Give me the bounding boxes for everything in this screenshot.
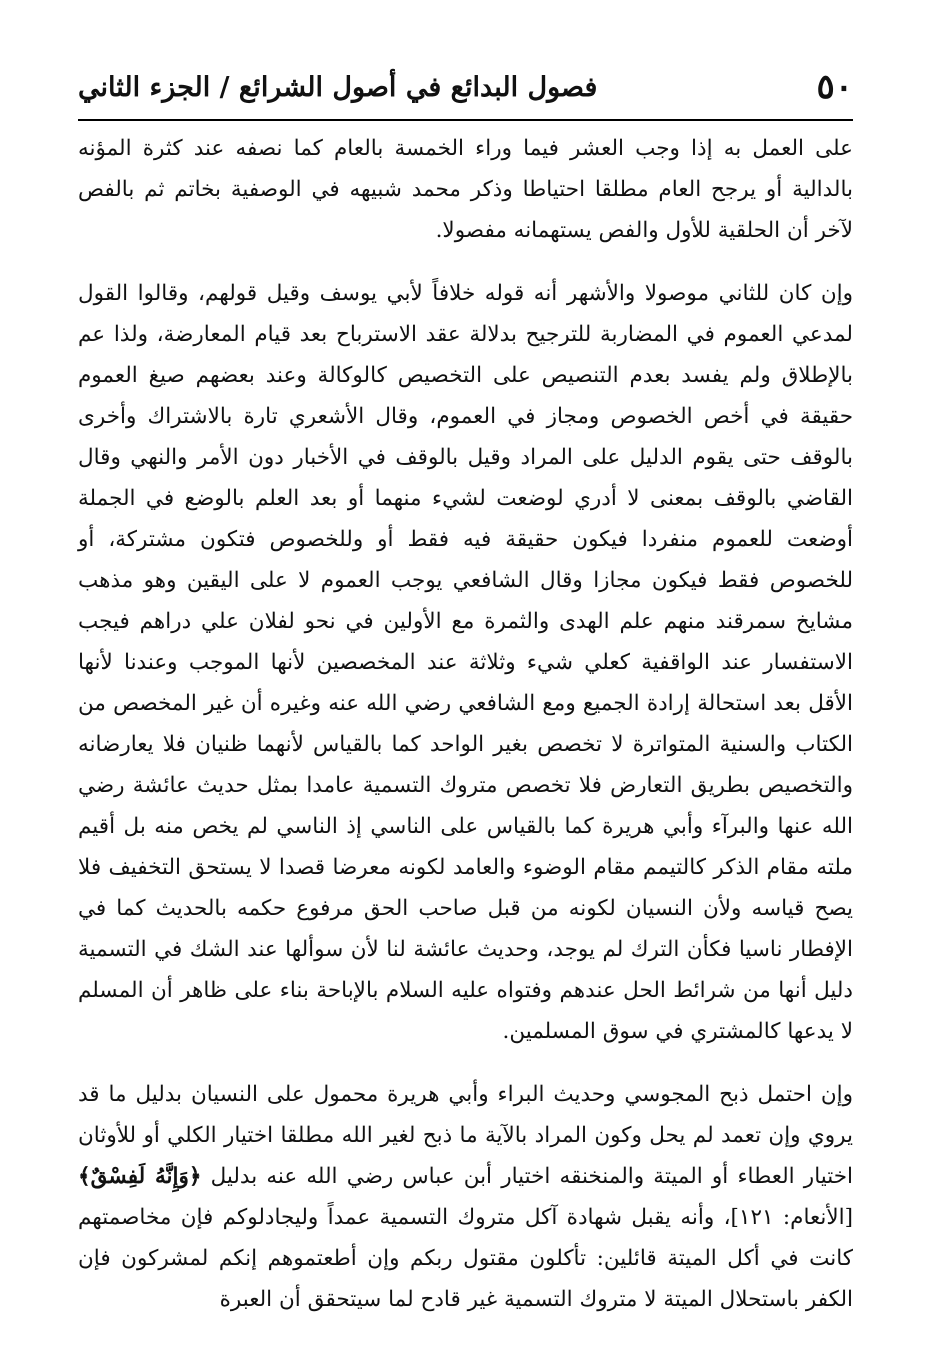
page-number: ٥٠: [816, 67, 853, 107]
paragraph-3: [78, 1074, 853, 1320]
paragraph-3-text-start: وإن احتمل ذبح المجوسي وحديث البراء وأبي هريرة محمول على النسيان بدليل ما قد يروي وإن تعمد لم يحل وكون المراد بالآية ما ذبح لغير الله مطلقا اختيار الكلي أو للأوثان اختيار العطاء أو الميتة والمنخنقه اختيار أبن عباس رضي الله عنه بدليل: [78, 1082, 853, 1189]
running-title: فصول البدائع في أصول الشرائع / الجزء الثاني: [78, 71, 598, 103]
body-text: [78, 128, 853, 1320]
quran-verse-quote: ﴿وَإِنَّهُ لَفِسْقٌ﴾: [78, 1164, 202, 1189]
header-rule: [78, 119, 853, 121]
page-header: [78, 58, 853, 116]
paragraph-2: وإن كان للثاني موصولا والأشهر أنه قوله خلافاً لأبي يوسف وقيل قولهم، وقالوا القول لمدعي العموم في المضاربة للترجيح بدلالة عقد الاسترباح بعد قيام المعارضة، ولذا عم بالإطلاق ولم يفسد بعدم التنصيص على التخصيص كالوكالة وعند بعضهم صيغ العموم حقيقة في أخص الخصوص ومجاز في العموم، وقال الأشعري تارة بالاشتراك وأخرى بالوقف حتى يقوم الدليل على المراد وقيل بالوقف في الأخبار دون الأمر والنهي وقال القاضي بالوقف بمعنى لا أدري لوضعت لشيء منهما أو بعد العلم بالوضع في الجملة أوضعت للعموم منفردا فيكون حقيقة فيه فقط أو وللخصوص فتكون مشتركة، أو للخصوص فقط فيكون مجازا وقال الشافعي يوجب العموم لا على اليقين وهو مذهب مشايخ سمرقند منهم علم الهدى والثمرة مع الأولين في نحو لفلان علي دراهم فيجب الاستفسار عند الواقفية كعلي شيء وثلاثة عند المخصصين لأنها الموجب وعندنا لأنها الأقل بعد استحالة إرادة الجميع ومع الشافعي رضي الله عنه وغيره أن غير المخصص من الكتاب والسنية المتواترة لا تخصص بغير الواحد كما بالقياس لأنهما ظنيان فلا يعارضانه والتخصيص بطريق التعارض فلا تخصص متروك التسمية عامدا بمثل حديث عائشة رضي الله عنها والبرآء وأبي هريرة كما بالقياس على الناسي إذ الناسي لم يخص منه بل أقيم ملته مقام الذكر كالتيمم مقام الوضوء والعامد لكونه معرضا قصدا لا يستحق التخفيف فلا يصح قياسه ولأن النسيان لكونه من قبل صاحب الحق مرفوع حكمه بالحديث كما في الإفطار ناسيا فكأن الترك لم يوجد، وحديث عائشة لنا لأن سوألها عند الشك في التسمية دليل أنها من شرائط الحل عندهم وفتواه عليه السلام بالإباحة بناء على ظاهر أن المسلم لا يدعها كالمشتري في سوق المسلمين.: [78, 281, 853, 1044]
paragraph-1: على العمل به إذا وجب العشر فيما وراء الخمسة بالعام كما نصفه عند كثرة المؤنه بالدالية أو يرجح العام مطلقا احتياطا وذكر محمد شبيهه في الوصفية بخاتم ثم بالفص لآخر أن الحلقية للأول والفص يستهمانه مفصولا.: [78, 136, 853, 243]
paragraph-3-text-end: [الأنعام: ١٢١]، وأنه يقبل شهادة آكل متروك التسمية عمداً وليجادلوكم فإن مخاصمتهم كانت في أكل الميتة قائلين: تأكلون مقتول ربكم وإن أطعتموهم إنكم لمشركون فإن الكفر باستحلال الميتة لا متروك التسمية غير قادح لما سيتحقق أن العبرة: [78, 1205, 854, 1312]
